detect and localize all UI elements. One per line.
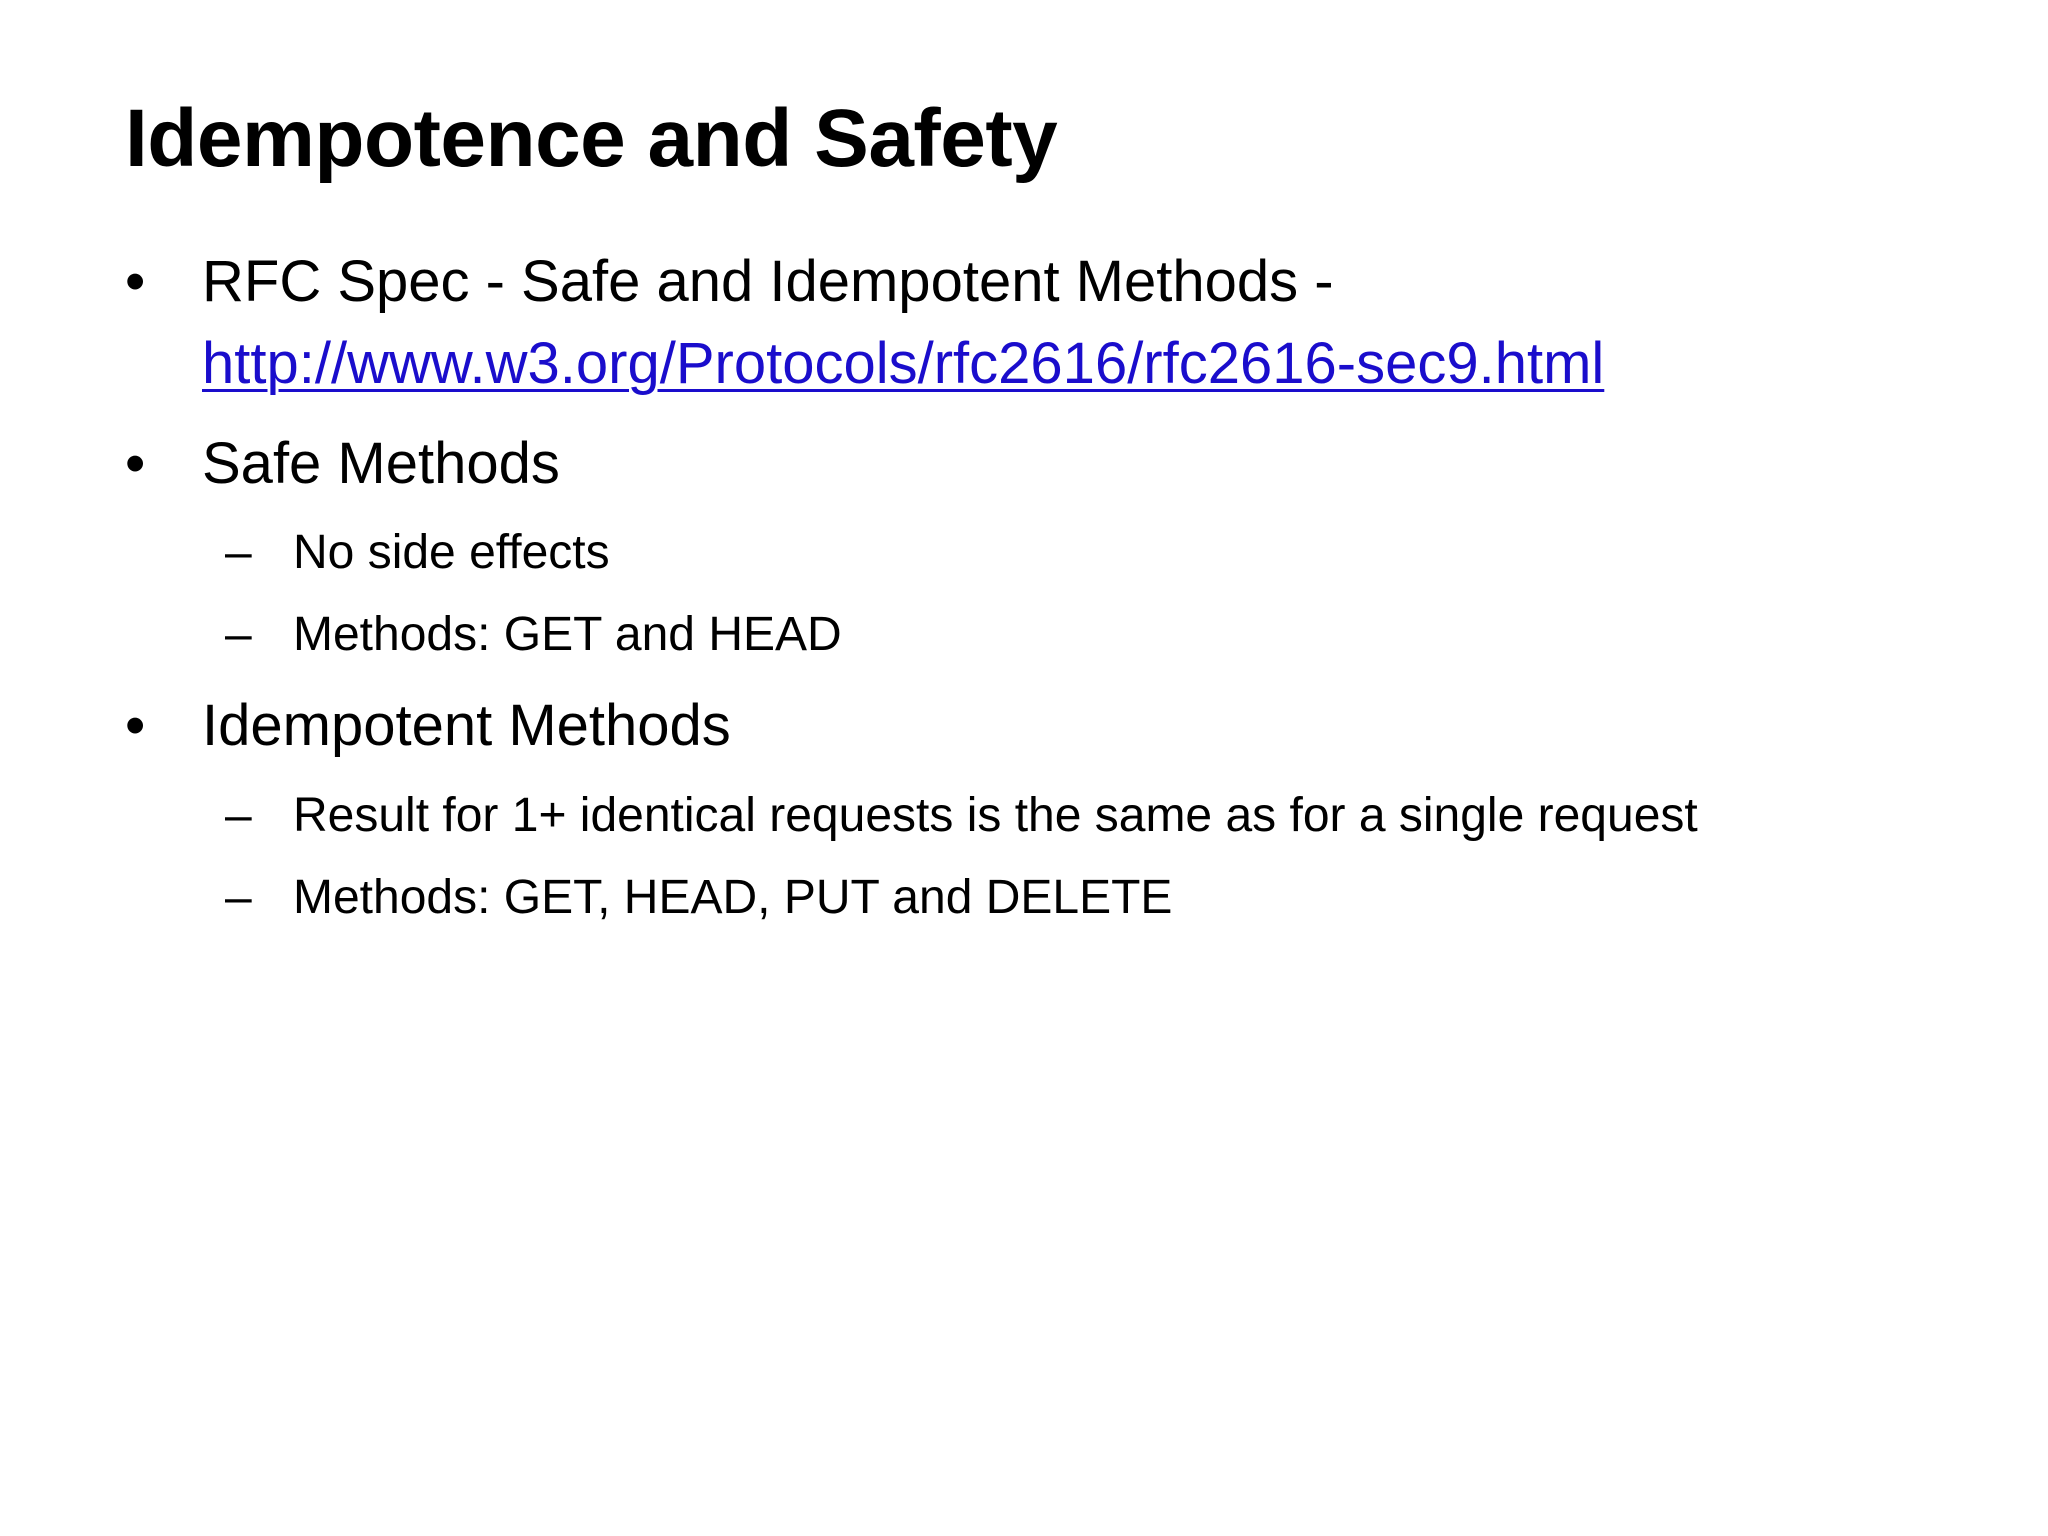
bullet-rfc-spec (125, 248, 1925, 408)
bullet-text: RFC Spec - Safe and Idempotent Methods - (202, 249, 1334, 314)
subitem-idempotent-methods-list (225, 870, 1925, 930)
subitem-text: Methods: GET, HEAD, PUT and DELETE (293, 871, 1173, 924)
subitem-idempotent-result (225, 788, 1975, 848)
bullet-safe-methods (125, 430, 1925, 500)
subitem-text: Methods: GET and HEAD (293, 608, 842, 661)
subitem-text: No side effects (293, 526, 610, 579)
bullet-marker: • (125, 693, 146, 758)
dash-marker: – (225, 608, 252, 661)
bullet-marker: • (125, 431, 146, 496)
slide-title: Idempotence and Safety (125, 93, 1058, 184)
subitem-safe-methods-list (225, 607, 1925, 667)
dash-marker: – (225, 871, 252, 924)
dash-marker: – (225, 789, 252, 842)
subitem-text: Result for 1+ identical requests is the same as for a single request (293, 789, 1698, 842)
bullet-text: Safe Methods (202, 431, 560, 496)
bullet-marker: • (125, 249, 146, 314)
rfc-spec-link[interactable]: http://www.w3.org/Protocols/rfc2616/rfc2616-sec9.html (202, 331, 1605, 396)
subitem-no-side-effects (225, 525, 1925, 585)
dash-marker: – (225, 526, 252, 579)
bullet-text: Idempotent Methods (202, 693, 731, 758)
bullet-idempotent-methods (125, 692, 1925, 762)
